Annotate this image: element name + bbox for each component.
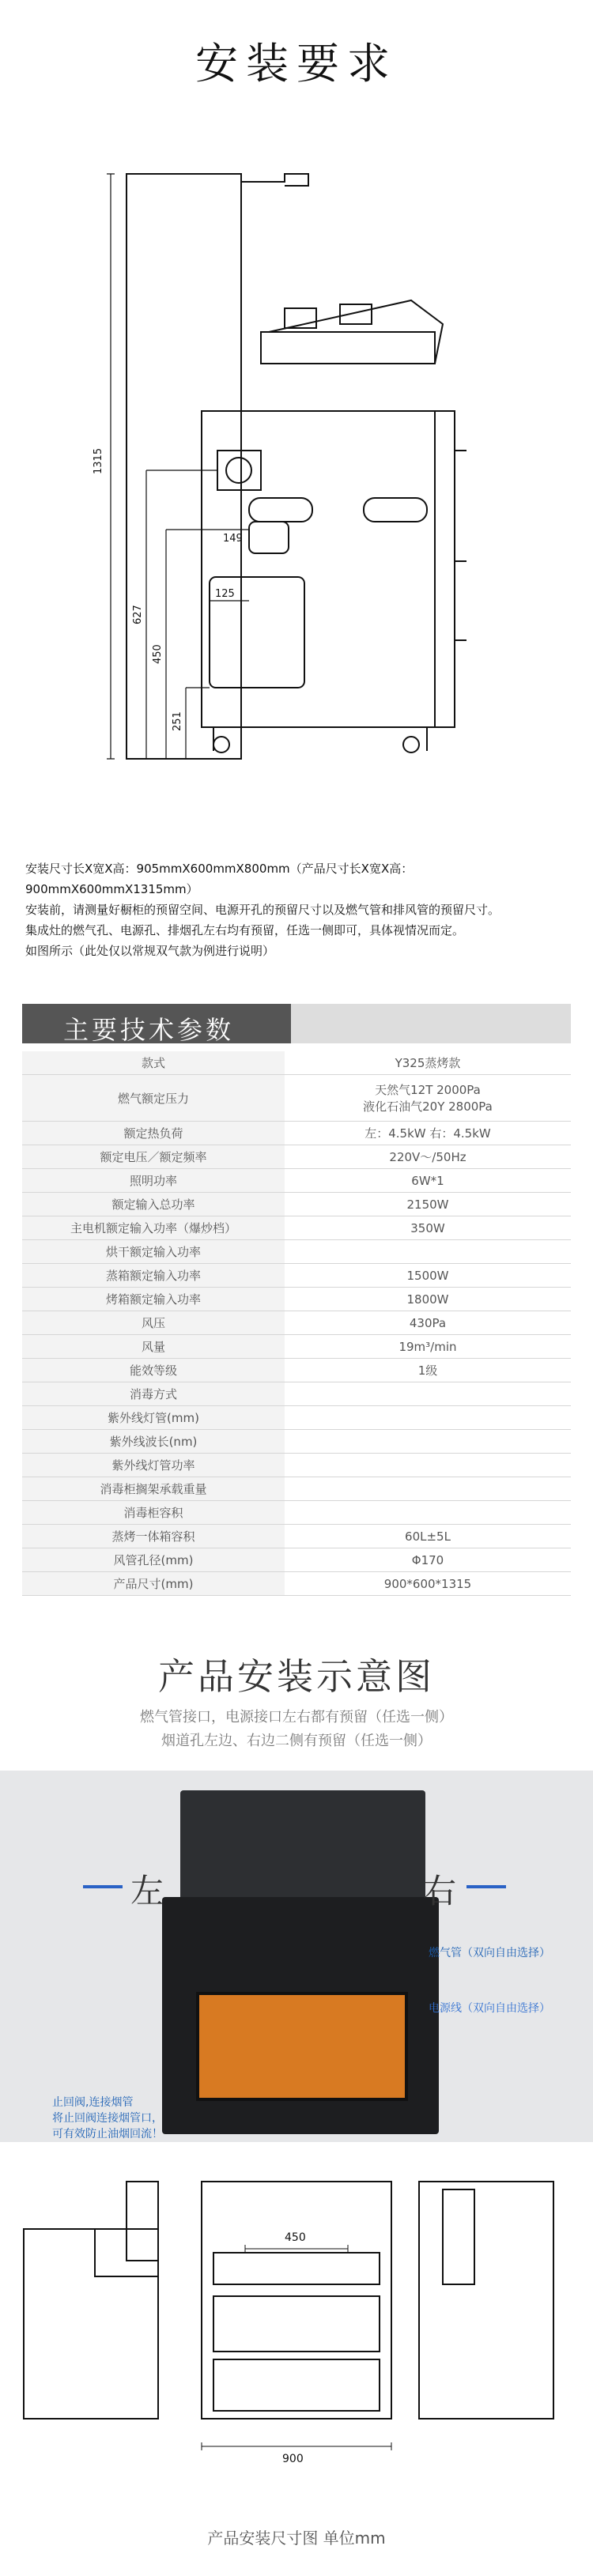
spec-row xyxy=(22,1311,571,1335)
spec-row xyxy=(22,1145,571,1169)
dim-900: 900 xyxy=(282,2453,304,2465)
spec-value: 1级 xyxy=(285,1359,571,1382)
arrow-left xyxy=(83,1885,123,1888)
spec-header xyxy=(22,1004,571,1043)
spec-value: 6W*1 xyxy=(285,1169,571,1193)
spec-key: 额定输入总功率 xyxy=(22,1193,285,1216)
spec-key: 蒸烤一体箱容积 xyxy=(22,1525,285,1548)
spec-key: 风压 xyxy=(22,1311,285,1335)
side-view-drawing xyxy=(0,150,593,783)
spec-key: 烘干额定输入功率 xyxy=(22,1240,285,1264)
requirement-line: 安装前，请测量好橱柜的预留空间、电源开孔的预留尺寸以及燃气管和排风管的预留尺寸。 xyxy=(25,903,500,917)
spec-row xyxy=(22,1430,571,1454)
dim-627: 627 xyxy=(132,605,144,624)
spec-key: 主电机额定输入功率（爆炒档） xyxy=(22,1216,285,1240)
spec-key: 照明功率 xyxy=(22,1169,285,1193)
product-note-1: 燃气管接口，电源接口左右都有预留（任选一侧） xyxy=(140,1709,453,1726)
spec-key: 消毒柜容积 xyxy=(22,1501,285,1525)
spec-value: 1500W xyxy=(285,1264,571,1288)
spec-key: 消毒柜搁架承载重量 xyxy=(22,1477,285,1501)
spec-row xyxy=(22,1216,571,1240)
spec-value xyxy=(285,1240,571,1264)
spec-value xyxy=(285,1382,571,1406)
install-title: 安装要求 xyxy=(195,39,398,89)
spec-row xyxy=(22,1288,571,1311)
spec-row xyxy=(22,1406,571,1430)
dim-251: 251 xyxy=(172,711,183,731)
spec-value: 350W xyxy=(285,1216,571,1240)
spec-key: 额定电压／额定频率 xyxy=(22,1145,285,1169)
spec-key: 紫外线灯管功率 xyxy=(22,1454,285,1477)
requirement-line: 安装尺寸长X宽X高：905mmX600mmX800mm（产品尺寸长X宽X高：900mmX600mmX1315mm） xyxy=(25,862,414,896)
spec-row xyxy=(22,1075,571,1122)
spec-value: 220V～/50Hz xyxy=(285,1145,571,1169)
spec-key: 蒸箱额定输入功率 xyxy=(22,1264,285,1288)
spec-key: 能效等级 xyxy=(22,1359,285,1382)
dimension-caption: 产品安装尺寸图 单位mm xyxy=(207,2529,386,2548)
spec-row xyxy=(22,1051,571,1075)
spec-row xyxy=(22,1122,571,1145)
dim-450-top: 450 xyxy=(285,2231,306,2244)
spec-value: Φ170 xyxy=(285,1548,571,1572)
spec-row xyxy=(22,1501,571,1525)
spec-value xyxy=(285,1430,571,1454)
spec-value: 430Pa xyxy=(285,1311,571,1335)
spec-row xyxy=(22,1169,571,1193)
requirements-text xyxy=(25,858,579,961)
stove-window xyxy=(196,1992,408,2101)
requirement-line: 集成灶的燃气孔、电源孔、排烟孔左右均有预留，任选一侧即可，具体视情况而定。 xyxy=(25,923,465,937)
spec-row xyxy=(22,1477,571,1501)
spec-value: 1800W xyxy=(285,1288,571,1311)
spec-value xyxy=(285,1501,571,1525)
spec-value: 左：4.5kW 右：4.5kW xyxy=(285,1122,571,1145)
valve-label: 止回阀,连接烟管 将止回阀连接烟管口， 可有效防止油烟回流！ xyxy=(52,2096,163,2140)
spec-key: 风管孔径(mm) xyxy=(22,1548,285,1572)
spec-value: 19m³/min xyxy=(285,1335,571,1359)
spec-key: 产品尺寸(mm) xyxy=(22,1572,285,1596)
spec-row xyxy=(22,1193,571,1216)
spec-key: 款式 xyxy=(22,1051,285,1075)
dim-149: 149 xyxy=(223,533,243,545)
spec-table xyxy=(22,1051,571,1596)
requirement-line: 如图所示（此处仅以常规双气款为例进行说明） xyxy=(25,944,275,958)
right-label: 右 xyxy=(423,1872,457,1910)
spec-row xyxy=(22,1264,571,1288)
spec-row xyxy=(22,1335,571,1359)
spec-value xyxy=(285,1454,571,1477)
spec-key: 额定热负荷 xyxy=(22,1122,285,1145)
spec-row xyxy=(22,1548,571,1572)
spec-value: 900*600*1315 xyxy=(285,1572,571,1596)
spec-value xyxy=(285,1406,571,1430)
product-title: 产品安装示意图 xyxy=(158,1655,435,1698)
spec-row xyxy=(22,1382,571,1406)
spec-value: Y325蒸烤款 xyxy=(285,1051,571,1075)
spec-row xyxy=(22,1572,571,1596)
spec-row xyxy=(22,1525,571,1548)
dim-125: 125 xyxy=(215,588,235,600)
dim-1315: 1315 xyxy=(93,447,104,474)
spec-key: 紫外线灯管(mm) xyxy=(22,1406,285,1430)
spec-value: 2150W xyxy=(285,1193,571,1216)
spec-key: 烤箱额定输入功率 xyxy=(22,1288,285,1311)
gas-label: 燃气管（双向自由选择） xyxy=(429,1947,550,1959)
spec-key: 紫外线波长(nm) xyxy=(22,1430,285,1454)
dimension-views xyxy=(0,2166,593,2529)
product-note-2: 烟道孔左边、右边二侧有预留（任选一侧） xyxy=(161,1733,432,1749)
spec-row xyxy=(22,1454,571,1477)
spec-key: 风量 xyxy=(22,1335,285,1359)
spec-value: 60L±5L xyxy=(285,1525,571,1548)
dim-450: 450 xyxy=(152,644,164,664)
spec-row xyxy=(22,1359,571,1382)
power-label: 电源线（双向自由选择） xyxy=(429,2002,550,2015)
spec-key: 消毒方式 xyxy=(22,1382,285,1406)
stove-hood xyxy=(180,1790,425,1901)
spec-title: 主要技术参数 xyxy=(63,1015,235,1045)
arrow-right xyxy=(466,1885,506,1888)
spec-value: 天然气12T 2000Pa 液化石油气20Y 2800Pa xyxy=(285,1075,571,1122)
spec-key: 燃气额定压力 xyxy=(22,1075,285,1122)
spec-value xyxy=(285,1477,571,1501)
spec-row xyxy=(22,1240,571,1264)
left-label: 左 xyxy=(130,1872,164,1910)
